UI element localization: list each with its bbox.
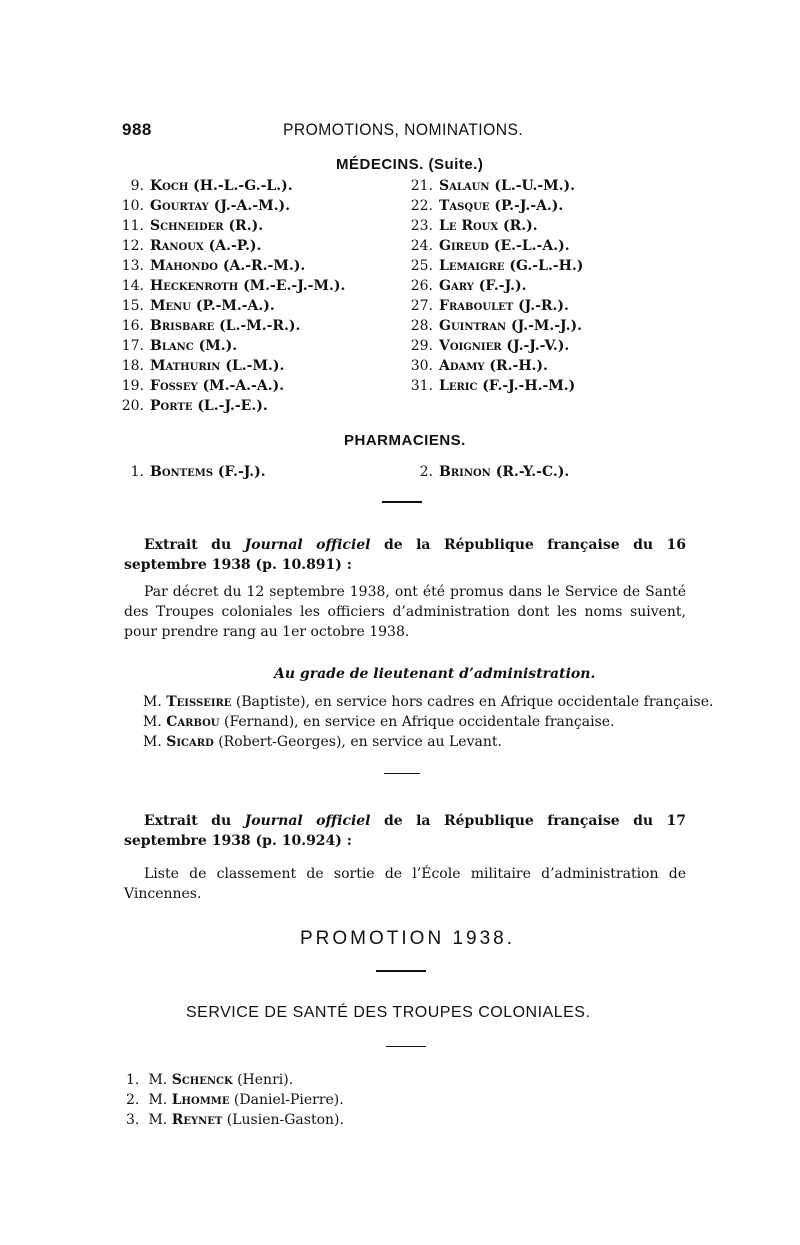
graduate-details: (Henri). xyxy=(237,1072,294,1088)
entry-initials: (E.-L.-A.). xyxy=(493,238,570,254)
graduate-prefix: M. xyxy=(148,1112,168,1128)
officer-prefix: M. xyxy=(143,694,162,710)
promotion-title: PROMOTION 1938. xyxy=(300,928,515,949)
officer-entry xyxy=(143,712,713,732)
entry-number: 18. xyxy=(121,358,144,374)
service-title: SERVICE DE SANTÉ DES TROUPES COLONIALES. xyxy=(186,1004,591,1021)
entry-initials: (P.-M.-A.). xyxy=(195,298,275,314)
list-item xyxy=(403,276,583,296)
entry-name: Gary xyxy=(439,278,474,294)
officer-prefix: M. xyxy=(143,734,162,750)
entry-number: 20. xyxy=(121,398,144,414)
entry-name: Brisbare xyxy=(150,318,215,334)
pharmaciens-heading: PHARMACIENS. xyxy=(344,432,466,449)
list-item xyxy=(114,276,345,296)
graduate-name: Schenck xyxy=(171,1072,233,1088)
entry-initials: (A.-P.). xyxy=(208,238,262,254)
list-item xyxy=(114,196,345,216)
list-item xyxy=(403,336,583,356)
pharmacien-left xyxy=(114,462,266,482)
list-item xyxy=(403,316,583,336)
officer-name: Carbou xyxy=(166,714,220,730)
list-item xyxy=(114,356,345,376)
entry-name: Fossey xyxy=(150,378,198,394)
entry-initials: (L.-M.). xyxy=(225,358,285,374)
entry-number: 11. xyxy=(121,218,144,234)
entry-name: Menu xyxy=(150,298,191,314)
entry-name: Bontems xyxy=(150,464,214,480)
entry-number: 2. xyxy=(419,464,433,480)
entry-initials: (J.-R.). xyxy=(518,298,569,314)
officer-entry xyxy=(143,692,713,712)
entry-name: Gireud xyxy=(439,238,489,254)
officer-entry xyxy=(143,732,713,752)
entry-number: 23. xyxy=(410,218,433,234)
officer-name: Teisseire xyxy=(166,694,232,710)
list-item xyxy=(114,236,345,256)
graduates-list xyxy=(126,1070,344,1130)
medecins-left-list xyxy=(114,176,345,416)
entry-number: 29. xyxy=(410,338,433,354)
entry-name: Tasque xyxy=(439,198,490,214)
entry-initials: (L.-U.-M.). xyxy=(494,178,576,194)
list-item xyxy=(403,376,583,396)
entry-initials: (M.-E.-J.-M.). xyxy=(243,278,346,294)
graduate-details: (Lusien-Gaston). xyxy=(226,1112,344,1128)
entry-name: Adamy xyxy=(439,358,485,374)
entry-name: Porte xyxy=(150,398,193,414)
entry-initials: (F.-J.). xyxy=(478,278,527,294)
entry-name: Koch xyxy=(150,178,189,194)
entry-initials: (J.-A.-M.). xyxy=(213,198,290,214)
graduate-details: (Daniel-Pierre). xyxy=(233,1092,344,1108)
list-item xyxy=(114,296,345,316)
entry-number: 12. xyxy=(121,238,144,254)
entry-number: 25. xyxy=(410,258,433,274)
entry-initials: (G.-L.-H.) xyxy=(509,258,584,274)
entry-initials: (H.-L.-G.-L.). xyxy=(193,178,293,194)
divider xyxy=(382,501,422,503)
entry-name: Salaun xyxy=(439,178,490,194)
entry-name: Voignier xyxy=(439,338,502,354)
entry-initials: (R.). xyxy=(503,218,538,234)
entry-name: Leric xyxy=(439,378,478,394)
extrait-1-intro: Extrait du Journal officiel de la République française du 16 septembre 1938 (p. 10.891) : xyxy=(124,537,686,573)
officers-list xyxy=(143,692,713,752)
officer-name: Sicard xyxy=(166,734,214,750)
entry-number: 1. xyxy=(130,464,144,480)
graduate-entry xyxy=(126,1090,344,1110)
entry-initials: (L.-J.-E.). xyxy=(197,398,268,414)
entry-number: 19. xyxy=(121,378,144,394)
entry-initials: (M.-A.-A.). xyxy=(202,378,285,394)
entry-number: 27. xyxy=(410,298,433,314)
list-item xyxy=(114,256,345,276)
entry-number: 17. xyxy=(121,338,144,354)
entry-initials: (F.-J.-H.-M.) xyxy=(482,378,576,394)
grade-heading: Au grade de lieutenant d’administration. xyxy=(274,666,596,682)
entry-number: 26. xyxy=(410,278,433,294)
entry-number: 24. xyxy=(410,238,433,254)
entry-initials: (J.-J.-V.). xyxy=(506,338,570,354)
list-item xyxy=(403,356,583,376)
entry-initials: (R.). xyxy=(228,218,264,234)
extrait-2-intro: Extrait du Journal officiel de la République française du 17 septembre 1938 (p. 10.924) : xyxy=(124,813,686,849)
entry-name: Lemaigre xyxy=(439,258,505,274)
page-title: PROMOTIONS, NOMINATIONS. xyxy=(283,120,524,139)
officer-details: (Baptiste), en service hors cadres en Afrique occidentale française. xyxy=(235,694,714,710)
entry-name: Mathurin xyxy=(150,358,221,374)
decree-text: Par décret du 12 septembre 1938, ont été promus dans le Service de Santé des Troupes coloniales les officiers d’administration dont les noms suivent, pour prendre rang au 1er octobre 1938. xyxy=(124,584,686,640)
graduate-prefix: M. xyxy=(148,1072,168,1088)
entry-name: Brinon xyxy=(439,464,491,480)
journal-title: Journal officiel xyxy=(244,537,371,553)
entry-initials: (L.-M.-R.). xyxy=(219,318,301,334)
list-description: Liste de classement de sortie de l’École militaire d’administration de Vincennes. xyxy=(124,866,686,902)
medecins-heading: MÉDECINS. (Suite.) xyxy=(336,156,484,173)
graduate-prefix: M. xyxy=(148,1092,168,1108)
list-item xyxy=(114,316,345,336)
entry-name: Fraboulet xyxy=(439,298,514,314)
list-item xyxy=(114,336,345,356)
list-item xyxy=(403,296,583,316)
entry-number: 10. xyxy=(121,198,144,214)
entry-number: 15. xyxy=(121,298,144,314)
entry-initials: (R.-Y.-C.). xyxy=(495,464,570,480)
list-item xyxy=(403,216,583,236)
entry-initials: (P.-J.-A.). xyxy=(494,198,564,214)
list-item xyxy=(403,256,583,276)
entry-number: 14. xyxy=(121,278,144,294)
entry-name: Gourtay xyxy=(150,198,209,214)
entry-number: 30. xyxy=(410,358,433,374)
list-item xyxy=(114,216,345,236)
officer-details: (Robert-Georges), en service au Levant. xyxy=(218,734,502,750)
page-number: 988 xyxy=(122,120,152,139)
divider xyxy=(384,773,420,774)
pharmacien-right xyxy=(403,462,569,482)
entry-number: 9. xyxy=(130,178,144,194)
entry-number: 16. xyxy=(121,318,144,334)
entry-initials: (M.). xyxy=(198,338,238,354)
entry-number: 31. xyxy=(410,378,433,394)
list-item xyxy=(403,196,583,216)
officer-prefix: M. xyxy=(143,714,162,730)
journal-title: Journal officiel xyxy=(244,813,371,829)
entry-initials: (J.-M.-J.). xyxy=(511,318,582,334)
entry-number: 22. xyxy=(410,198,433,214)
officer-details: (Fernand), en service en Afrique occidentale française. xyxy=(223,714,615,730)
entry-name: Mahondo xyxy=(150,258,218,274)
graduate-entry xyxy=(126,1110,344,1130)
list-item xyxy=(114,376,345,396)
list-item xyxy=(403,176,583,196)
graduate-name: Lhomme xyxy=(171,1092,230,1108)
entry-number: 13. xyxy=(121,258,144,274)
list-item xyxy=(114,176,345,196)
entry-number: 21. xyxy=(410,178,433,194)
entry-initials: (A.-R.-M.). xyxy=(222,258,306,274)
entry-initials: (F.-J.). xyxy=(217,464,266,480)
entry-number: 1. xyxy=(126,1072,140,1088)
list-item xyxy=(114,396,345,416)
medecins-right-list xyxy=(403,176,583,396)
entry-number: 3. xyxy=(126,1112,140,1128)
list-item xyxy=(403,236,583,256)
entry-initials: (R.-H.). xyxy=(489,358,548,374)
entry-name: Ranoux xyxy=(150,238,204,254)
entry-name: Blanc xyxy=(150,338,194,354)
entry-number: 28. xyxy=(410,318,433,334)
graduate-name: Reynet xyxy=(171,1112,223,1128)
entry-name: Guintran xyxy=(439,318,507,334)
divider xyxy=(376,970,426,972)
entry-number: 2. xyxy=(126,1092,140,1108)
entry-name: Le Roux xyxy=(439,218,499,234)
entry-name: Schneider xyxy=(150,218,224,234)
divider xyxy=(386,1046,426,1047)
graduate-entry xyxy=(126,1070,344,1090)
entry-name: Heckenroth xyxy=(150,278,239,294)
